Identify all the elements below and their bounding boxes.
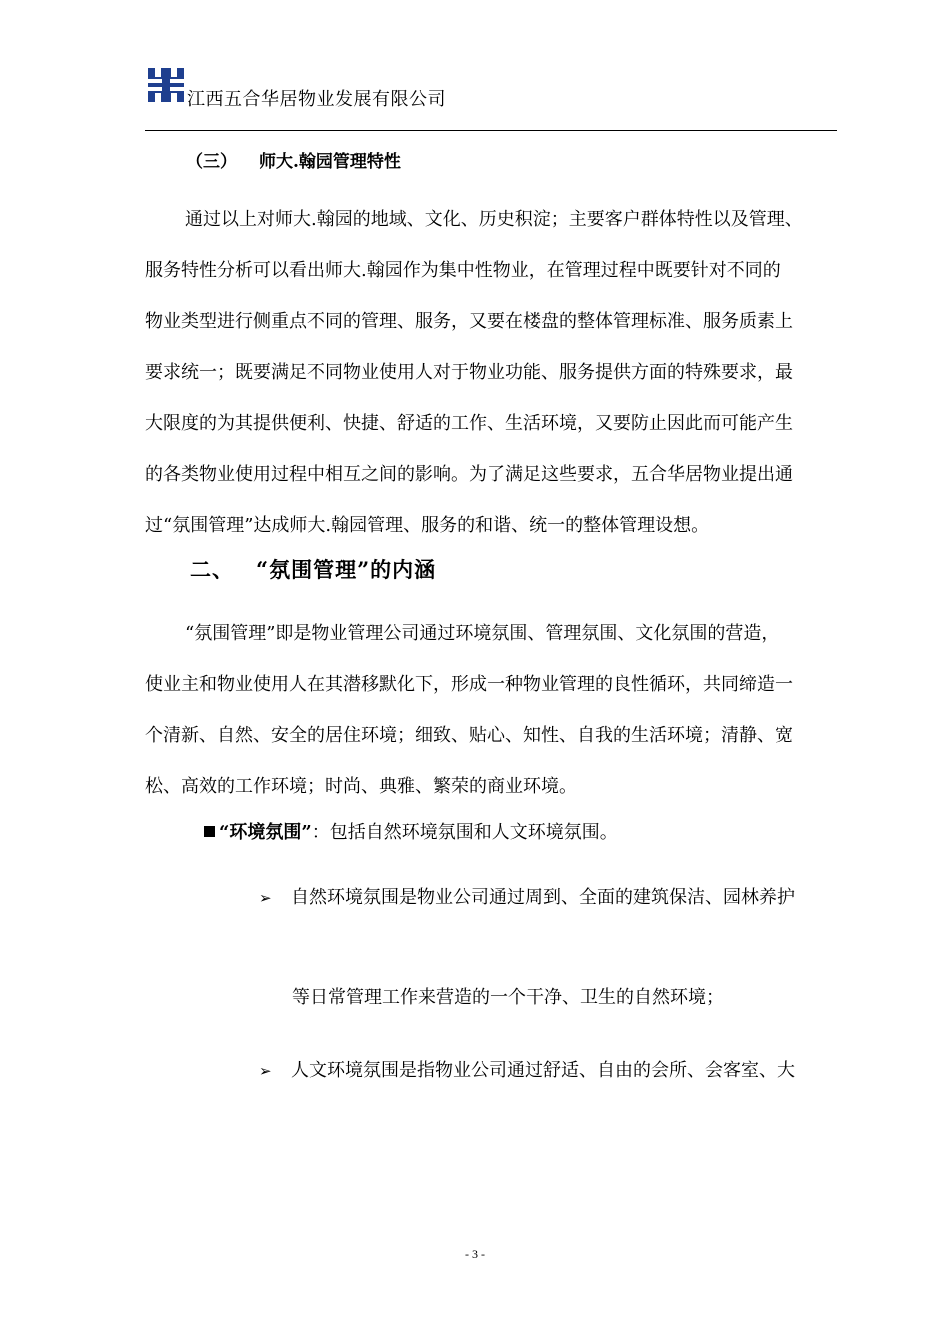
- paragraph-line: 松、高效的工作环境；时尚、典雅、繁荣的商业环境。: [145, 776, 577, 797]
- paragraph-line: 通过以上对师大.翰园的地域、文化、历史积淀；主要客户群体特性以及管理、: [185, 209, 803, 230]
- subsection-heading: [186, 147, 401, 172]
- section-title: “氛围管理”的内涵: [256, 557, 437, 582]
- paragraph-line: 大限度的为其提供便利、快捷、舒适的工作、生活环境，又要防止因此而可能产生: [145, 413, 793, 434]
- paragraph-atmosphere-definition: [145, 608, 845, 812]
- paragraph-line: 使业主和物业使用人在其潜移默化下，形成一种物业管理的良性循环，共同缔造一: [145, 674, 793, 695]
- square-bullet-icon: [204, 826, 215, 837]
- arrow-bullet-icon: ➢: [259, 889, 272, 907]
- paragraph-line: 个清新、自然、安全的居住环境；细致、贴心、知性、自我的生活环境；清静、宽: [145, 725, 793, 746]
- subsection-title: 师大.翰园管理特性: [259, 152, 401, 172]
- paragraph-line: “氛围管理”即是物业管理公司通过环境氛围、管理氛围、文化氛围的营造，: [185, 623, 780, 644]
- paragraph-management-features: [145, 194, 845, 551]
- paragraph-line: 物业类型进行侧重点不同的管理、服务，又要在楼盘的整体管理标准、服务质素上: [145, 311, 793, 332]
- list-item: [259, 883, 795, 909]
- company-name: 江西五合华居物业发展有限公司: [187, 89, 446, 110]
- paragraph-line: 要求统一；既要满足不同物业使用人对于物业功能、服务提供方面的特殊要求，最: [145, 362, 793, 383]
- environment-atmosphere-bullet: [204, 818, 618, 844]
- paragraph-line: 的各类物业使用过程中相互之间的影响。为了满足这些要求，五合华居物业提出通: [145, 464, 793, 485]
- list-item-continuation: 等日常管理工作来营造的一个干净、卫生的自然环境；: [292, 987, 724, 1008]
- bullet-label: “环境氛围”: [219, 822, 312, 843]
- list-item-text: 自然环境氛围是物业公司通过周到、全面的建筑保洁、园林养护: [291, 887, 795, 908]
- page-number: - 3 -: [465, 1247, 485, 1261]
- section-number: 二、: [190, 557, 234, 582]
- list-item-text: 人文环境氛围是指物业公司通过舒适、自由的会所、会客室、大: [291, 1060, 795, 1081]
- page-header: [145, 68, 837, 131]
- arrow-bullet-icon: ➢: [259, 1062, 272, 1080]
- section-heading: [190, 554, 436, 584]
- paragraph-line: 服务特性分析可以看出师大.翰园作为集中性物业，在管理过程中既要针对不同的: [145, 260, 781, 281]
- bullet-text: ：包括自然环境氛围和人文环境氛围。: [311, 822, 618, 843]
- paragraph-line: 过“氛围管理”达成师大.翰园管理、服务的和谐、统一的整体管理设想。: [145, 515, 710, 536]
- subsection-number: （三）: [186, 152, 237, 172]
- list-item: [259, 1056, 795, 1082]
- company-logo-icon: [148, 68, 184, 102]
